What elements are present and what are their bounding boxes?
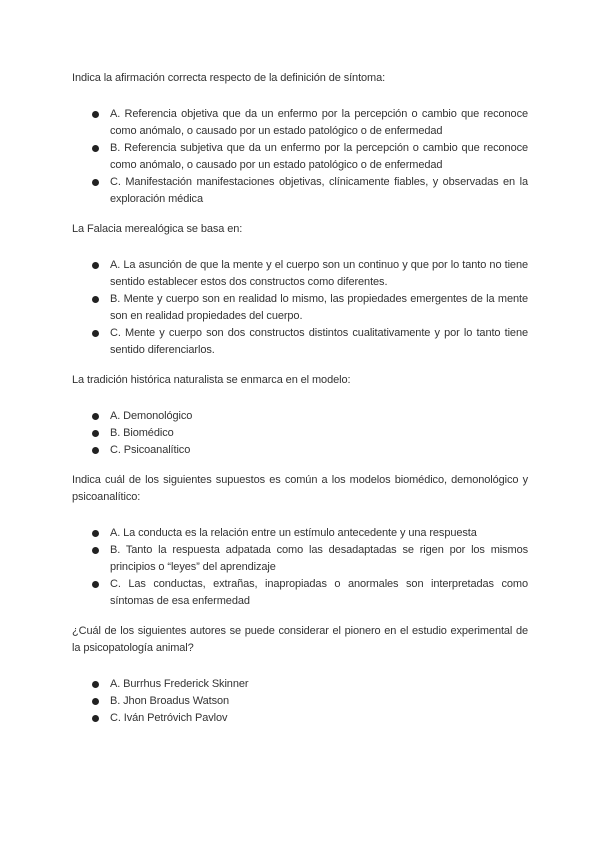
document-page: [72, 70, 528, 740]
list-item: [72, 257, 528, 291]
option-text: C. Mente y cuerpo son dos constructos distintos cualitativamente y por lo tanto tiene sentido diferenciarlos.: [110, 327, 528, 356]
option-text: A. Referencia objetiva que da un enfermo por la percepción o cambio que reconoce como anómalo, o causado por un estado patológico o de enfermedad: [110, 108, 528, 137]
option-list: [72, 257, 528, 359]
bullet-icon: [92, 330, 99, 337]
list-item: [72, 140, 528, 174]
bullet-icon: [92, 111, 99, 118]
bullet-icon: [92, 413, 99, 420]
option-text: B. Mente y cuerpo son en realidad lo mismo, las propiedades emergentes de la mente son en realidad propiedades del cuerpo.: [110, 293, 528, 322]
option-text: B. Jhon Broadus Watson: [110, 695, 230, 707]
list-item: [72, 710, 528, 727]
bullet-icon: [92, 145, 99, 152]
list-item: [72, 525, 528, 542]
question-block: [72, 623, 528, 727]
list-item: [72, 676, 528, 693]
list-item: [72, 325, 528, 359]
option-text: C. Iván Petróvich Pavlov: [110, 712, 228, 724]
bullet-icon: [92, 530, 99, 537]
question-block: [72, 70, 528, 208]
list-item: [72, 693, 528, 710]
question-prompt: Indica cuál de los siguientes supuestos es común a los modelos biomédico, demonológico y psicoanalítico:: [72, 474, 528, 503]
question-prompt: La tradición histórica naturalista se enmarca en el modelo:: [72, 374, 351, 386]
list-item: [72, 408, 528, 425]
question-block: [72, 221, 528, 359]
bullet-icon: [92, 179, 99, 186]
bullet-icon: [92, 698, 99, 705]
bullet-icon: [92, 547, 99, 554]
list-item: [72, 542, 528, 576]
option-list: [72, 525, 528, 610]
bullet-icon: [92, 296, 99, 303]
question-block: [72, 372, 528, 459]
list-item: [72, 442, 528, 459]
question-prompt: La Falacia merealógica se basa en:: [72, 223, 243, 235]
bullet-icon: [92, 715, 99, 722]
option-text: B. Referencia subjetiva que da un enfermo por la percepción o cambio que reconoce como anómalo, o causado por un estado patológico o de enfermedad: [110, 142, 528, 171]
option-list: [72, 676, 528, 727]
option-text: C. Las conductas, extrañas, inapropiadas o anormales son interpretadas como síntomas de esa enfermedad: [110, 578, 528, 607]
option-list: [72, 408, 528, 459]
option-list: [72, 106, 528, 208]
list-item: [72, 174, 528, 208]
option-text: A. La asunción de que la mente y el cuerpo son un continuo y que por lo tanto no tiene sentido establecer estos dos constructos como diferentes.: [110, 259, 528, 288]
bullet-icon: [92, 681, 99, 688]
list-item: [72, 576, 528, 610]
question-block: [72, 472, 528, 610]
option-text: C. Manifestación manifestaciones objetivas, clínicamente fiables, y observadas en la exploración médica: [110, 176, 528, 205]
bullet-icon: [92, 447, 99, 454]
option-text: B. Tanto la respuesta adpatada como las desadaptadas se rigen por los mismos principios o “leyes” del aprendizaje: [110, 544, 528, 573]
option-text: A. La conducta es la relación entre un estímulo antecedente y una respuesta: [110, 527, 477, 539]
question-prompt: Indica la afirmación correcta respecto de la definición de síntoma:: [72, 72, 386, 84]
option-text: A. Demonológico: [110, 410, 193, 422]
bullet-icon: [92, 430, 99, 437]
list-item: [72, 291, 528, 325]
bullet-icon: [92, 581, 99, 588]
option-text: A. Burrhus Frederick Skinner: [110, 678, 249, 690]
list-item: [72, 425, 528, 442]
bullet-icon: [92, 262, 99, 269]
option-text: C. Psicoanalítico: [110, 444, 191, 456]
question-prompt: ¿Cuál de los siguientes autores se puede considerar el pionero en el estudio experimental de la psicopatología animal?: [72, 625, 528, 654]
list-item: [72, 106, 528, 140]
option-text: B. Biomédico: [110, 427, 174, 439]
